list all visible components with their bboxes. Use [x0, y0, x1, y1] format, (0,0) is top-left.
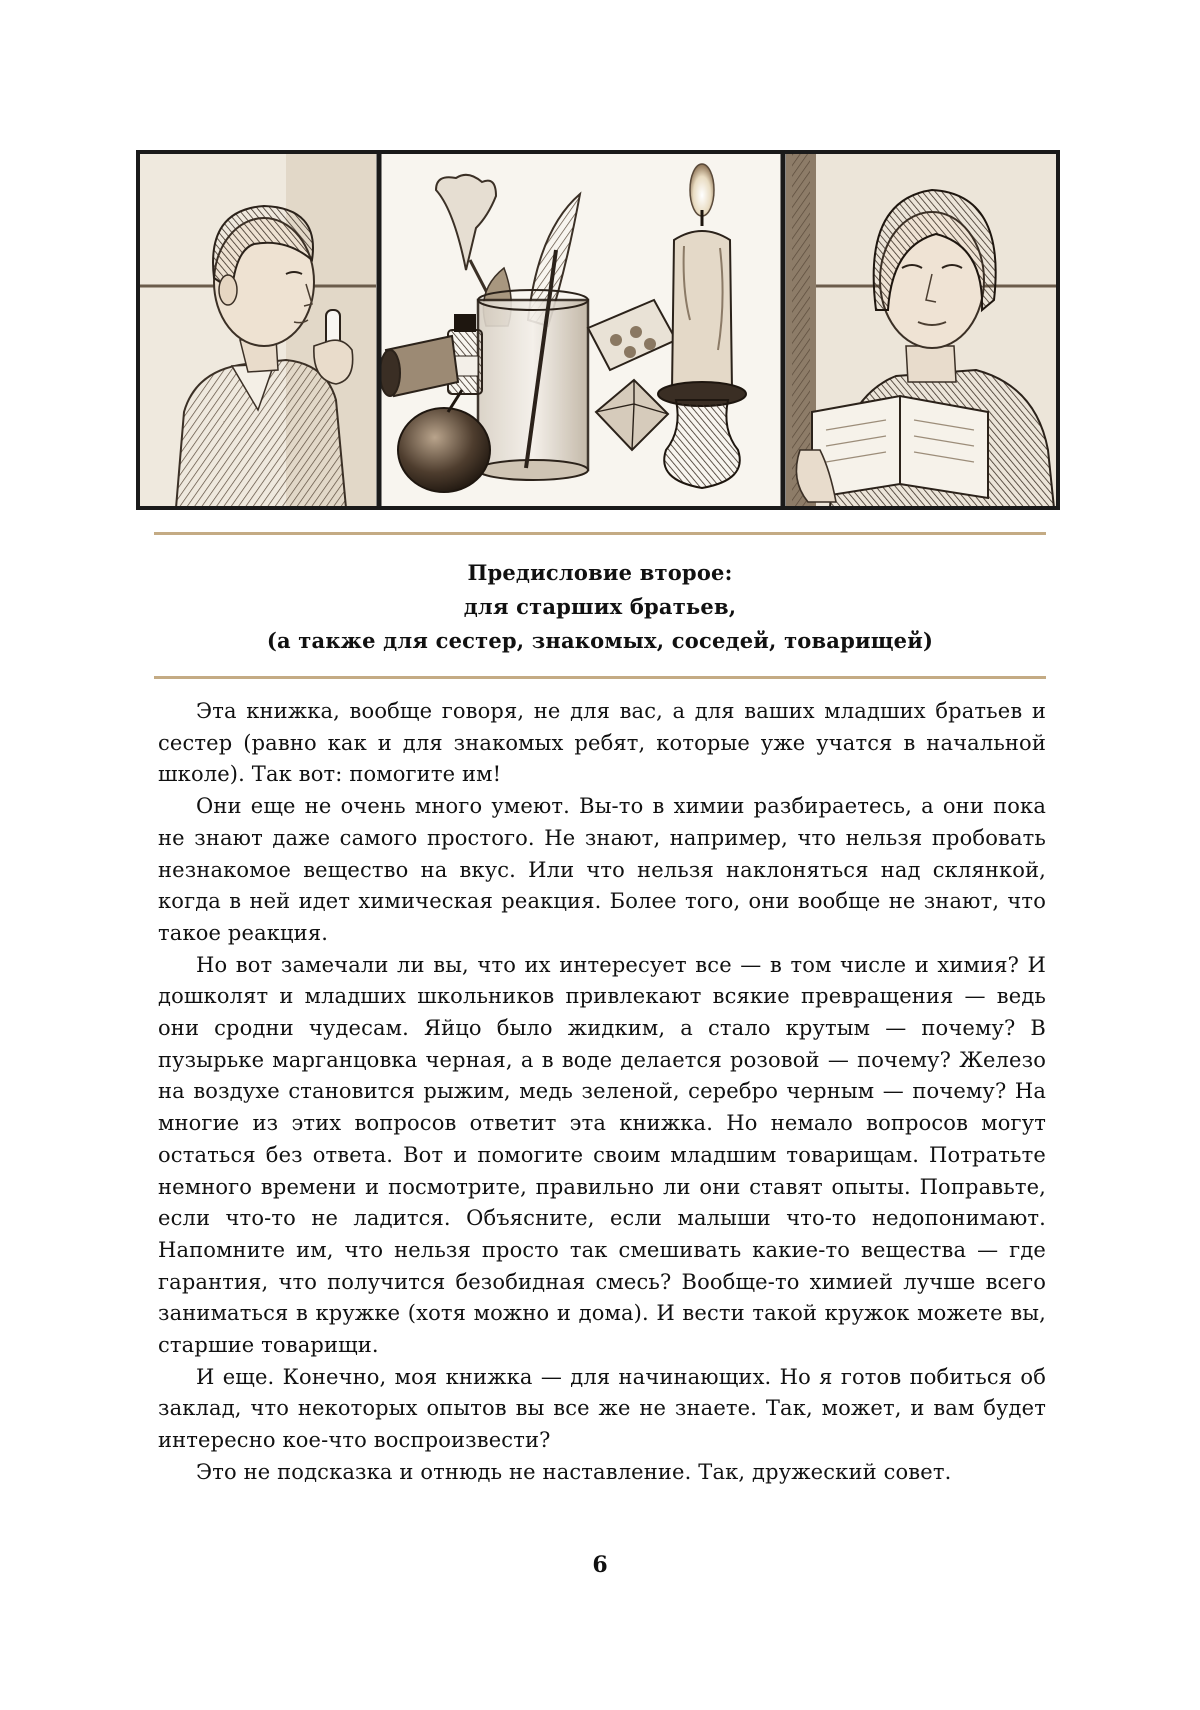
heading-line-1: Предисловие второе:	[467, 560, 733, 585]
section-heading	[154, 556, 1046, 658]
body-text	[158, 696, 1046, 1489]
paragraph: Они еще не очень много умеют. Вы-то в химии разбираетесь, а они пока не знают даже самого простого. Не знают, например, что нельзя пробовать незнакомое вещество на вкус. Или что нельзя наклоняться над склянкой, когда в ней идет химическая реакция. Более того, они вообще не знают, что такое реакция.	[158, 794, 1046, 945]
paragraph: Эта книжка, вообще говоря, не для вас, а для ваших младших братьев и сестер (равно как и для знакомых ребят, которые уже учатся в начальной школе). Так вот: помогите им!	[158, 699, 1046, 787]
paragraph: И еще. Конечно, моя книжка — для начинающих. Но я готов побиться об заклад, что некоторых опытов вы все же не знаете. Так, может, и вам будет интересно кое-что воспроизвести?	[158, 1364, 1046, 1453]
bottom-divider	[154, 676, 1046, 679]
top-divider	[154, 532, 1046, 535]
paragraph: Это не подсказка и отнюдь не наставление. Так, дружеский совет.	[196, 1459, 952, 1484]
boy-with-test-tube-panel	[138, 152, 376, 508]
woman-reading-panel	[786, 152, 1058, 508]
heading-line-2: для старших братьев,	[463, 594, 737, 619]
chapter-illustration	[136, 150, 1060, 510]
page-number: 6	[592, 1552, 608, 1578]
paragraph: Но вот замечали ли вы, что их интересует все — в том числе и химия? И дошколят и младших школьников привлекают всякие превращения — ведь они сродни чудесам. Яйцо было жидким, а стало крутым — почему? В пузырьке марганцовка черная, а в воде делается розовой — почему? Железо на воздухе становится рыжим, медь зеленой, серебро черным — почему? На многие из этих вопросов ответит эта книжка. Но немало вопросов могут остаться без ответа. Вот и помогите своим младшим товарищам. Потратьте немного времени и посмотрите, правильно ли они ставят опыты. Поправьте, если что-то не ладится. Объясните, если малыши что-то недопонимают. Напомните им, что нельзя просто так смешивать какие-то вещества — где гарантия, что получится безобидная смесь? Вообще-то химией лучше всего заниматься в кружке (хотя можно и дома). И вести такой кружок можете вы, старшие товарищи.	[158, 952, 1046, 1358]
heading-line-3: (а также для сестер, знакомых, соседей, товарищей)	[266, 628, 934, 653]
still-life-panel	[380, 152, 780, 508]
